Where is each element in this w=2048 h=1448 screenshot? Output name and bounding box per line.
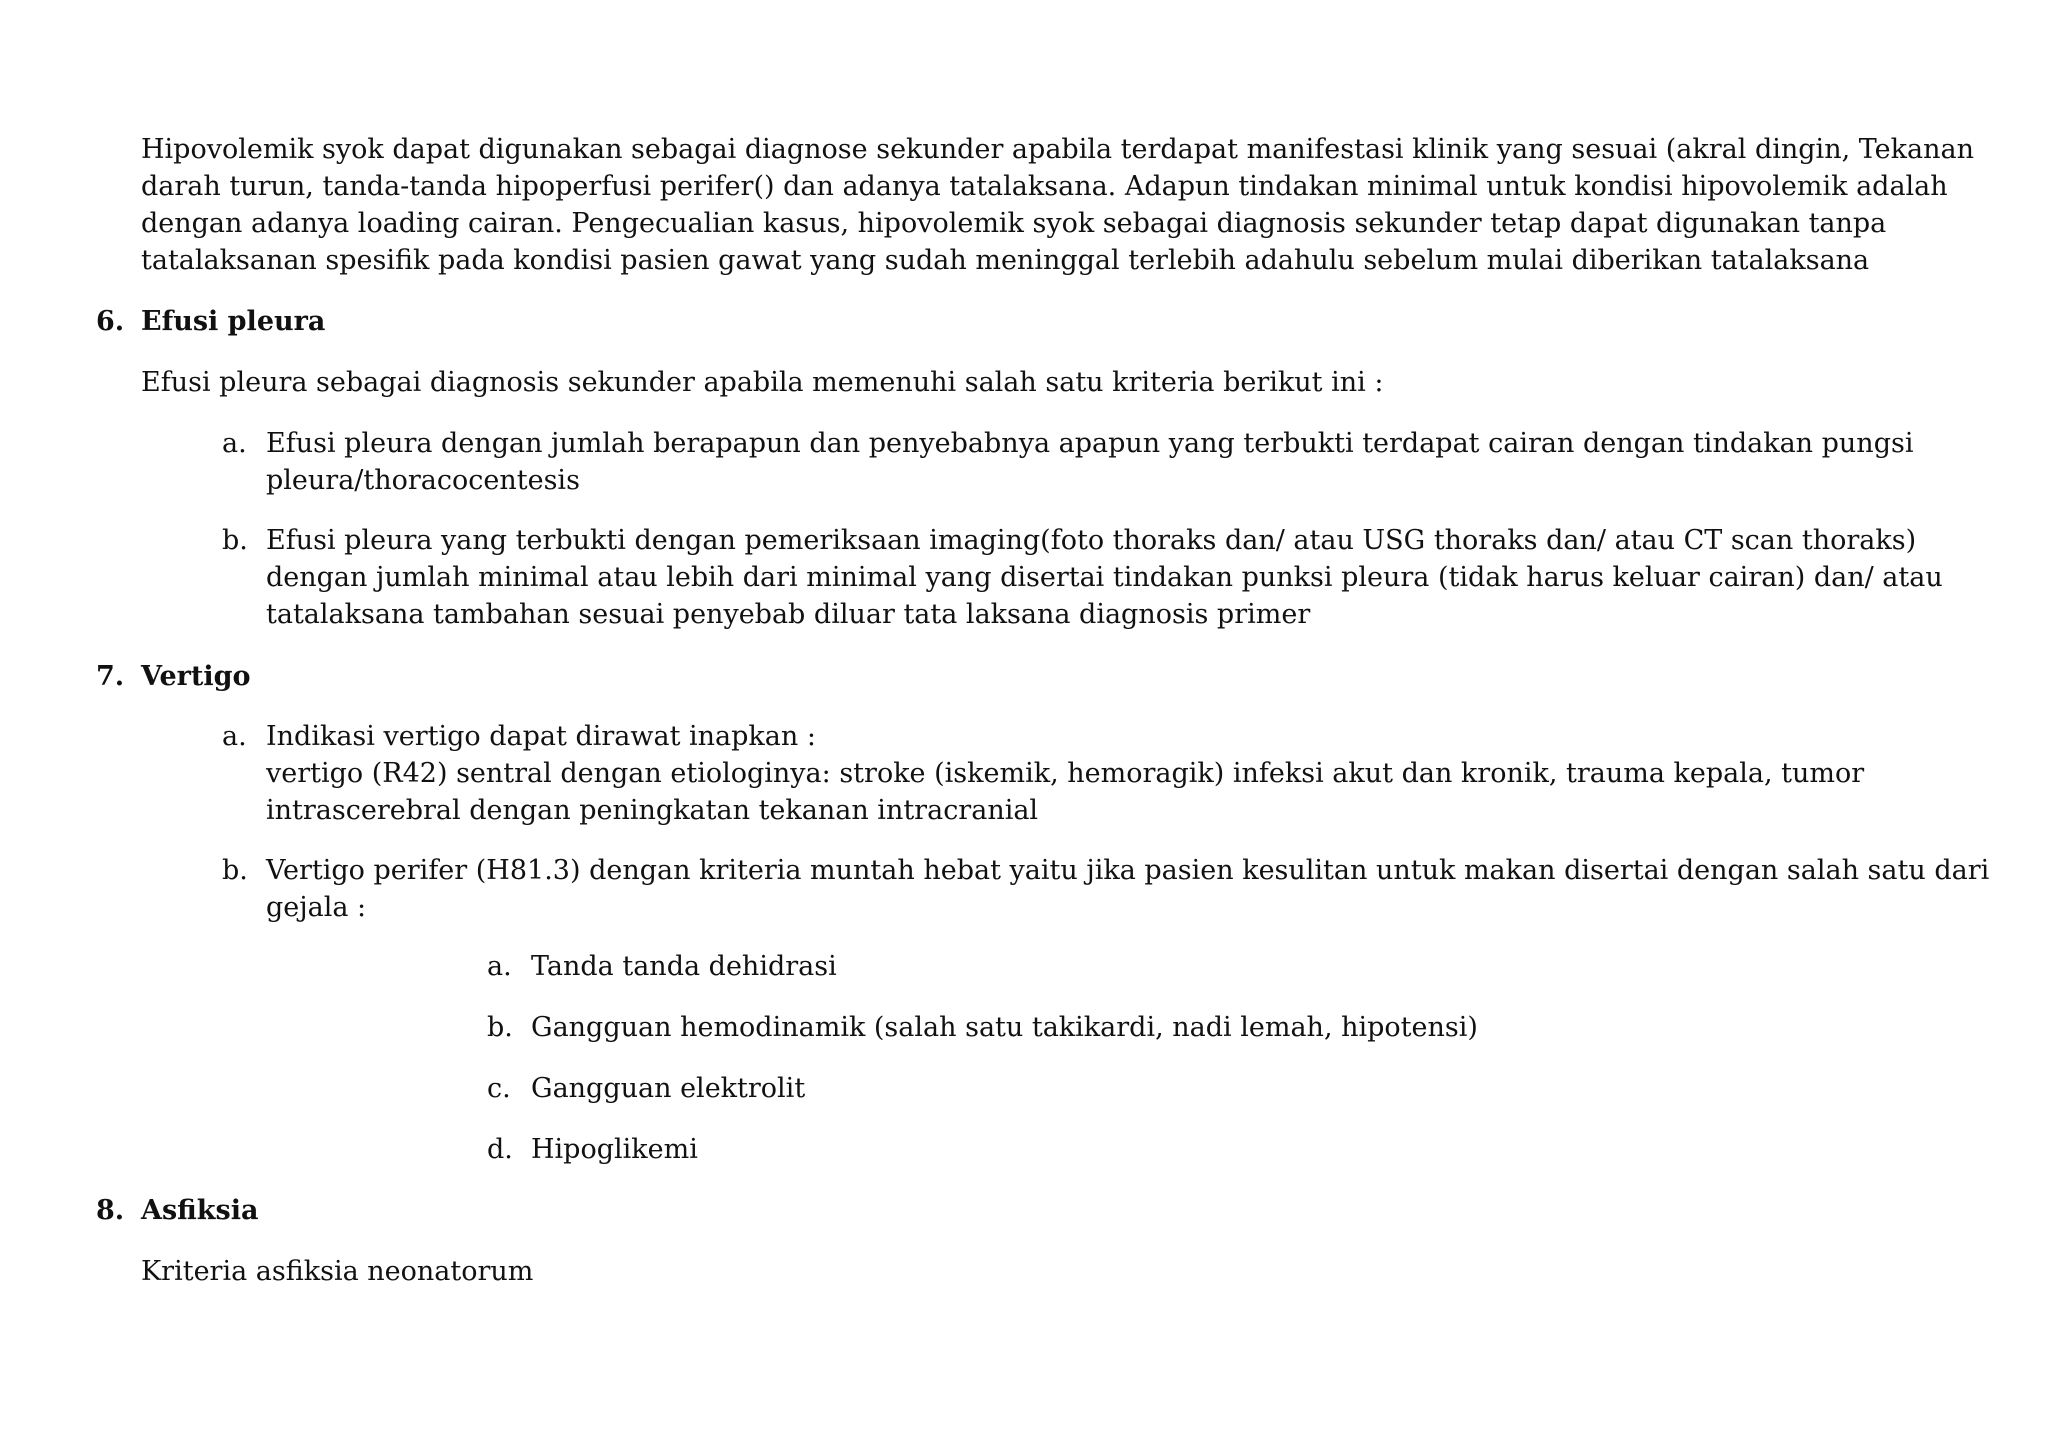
efusi-pleura-intro: Efusi pleura sebagai diagnosis sekunder apabila memenuhi salah satu kriteria berikut ini : — [141, 367, 1384, 398]
list-item — [222, 522, 1982, 633]
sub-list-item-text: Gangguan elektrolit — [531, 1073, 806, 1104]
sub-list-item — [487, 1131, 1887, 1168]
list-item — [222, 852, 1990, 926]
list-item-line: Indikasi vertigo dapat dirawat inapkan : — [266, 721, 816, 752]
list-item-line: pleura/thoracocentesis — [266, 465, 580, 496]
list-item-line: vertigo (R42) sentral dengan etiologinya: stroke (iskemik, hemoragik) infeksi akut dan kronik, trauma kepala, tumor — [266, 758, 1865, 789]
section-number: 8. — [96, 1195, 125, 1226]
list-marker: a. — [222, 428, 247, 459]
section-heading-vertigo — [96, 658, 251, 695]
list-item-line: gejala : — [266, 892, 367, 923]
list-marker: b. — [222, 855, 248, 886]
list-marker: b. — [487, 1012, 513, 1043]
section-heading-asfiksia — [96, 1192, 258, 1229]
list-marker: a. — [487, 951, 512, 982]
list-marker: a. — [222, 721, 247, 752]
sub-list-item-text: Gangguan hemodinamik (salah satu takikardi, nadi lemah, hipotensi) — [531, 1012, 1478, 1043]
section-title: Efusi pleura — [141, 306, 326, 337]
section-title: Vertigo — [141, 661, 251, 692]
paragraph-line: dengan adanya loading cairan. Pengecualian kasus, hipovolemik syok sebagai diagnosis sekunder tetap dapat digunakan tanpa — [141, 208, 1887, 239]
sub-list-item — [487, 1070, 1887, 1107]
list-item-line: intrascerebral dengan peningkatan tekanan intracranial — [266, 795, 1039, 826]
asfiksia-intro: Kriteria asfiksia neonatorum — [141, 1256, 534, 1287]
sub-list-item — [487, 1009, 1887, 1046]
section-number: 7. — [96, 661, 125, 692]
section-title: Asfiksia — [141, 1195, 259, 1226]
list-item-line: Efusi pleura yang terbukti dengan pemeriksaan imaging(foto thoraks dan/ atau USG thoraks dan/ atau CT scan thoraks) — [266, 525, 1917, 556]
paragraph-line: Hipovolemik syok dapat digunakan sebagai diagnose sekunder apabila terdapat manifestasi klinik yang sesuai (akral dingin, Tekanan — [141, 134, 1974, 165]
sub-list-item-text: Hipoglikemi — [531, 1134, 698, 1165]
paragraph-line: darah turun, tanda-tanda hipoperfusi perifer() dan adanya tatalaksana. Adapun tindakan minimal untuk kondisi hipovolemik adalah — [141, 171, 1948, 202]
sub-list-item — [487, 948, 1887, 985]
list-marker: d. — [487, 1134, 513, 1165]
list-marker: c. — [487, 1073, 511, 1104]
list-item-line: Efusi pleura dengan jumlah berapapun dan penyebabnya apapun yang terbukti terdapat cairan dengan tindakan pungsi — [266, 428, 1914, 459]
list-item-line: tatalaksana tambahan sesuai penyebab diluar tata laksana diagnosis primer — [266, 599, 1311, 630]
section-heading-efusi-pleura — [96, 303, 325, 340]
paragraph-line: tatalaksanan spesifik pada kondisi pasien gawat yang sudah meninggal terlebih adahulu sebelum mulai diberikan tatalaksana — [141, 245, 1870, 276]
list-item — [222, 425, 1982, 499]
list-item-line: dengan jumlah minimal atau lebih dari minimal yang disertai tindakan punksi pleura (tidak harus keluar cairan) dan/ atau — [266, 562, 1943, 593]
list-item-line: Vertigo perifer (H81.3) dengan kriteria muntah hebat yaitu jika pasien kesulitan untuk makan disertai dengan salah satu dari — [266, 855, 1990, 886]
list-marker: b. — [222, 525, 248, 556]
section-number: 6. — [96, 306, 125, 337]
sub-list-item-text: Tanda tanda dehidrasi — [531, 951, 837, 982]
hipovolemik-paragraph — [141, 131, 1974, 279]
list-item — [222, 718, 1982, 829]
